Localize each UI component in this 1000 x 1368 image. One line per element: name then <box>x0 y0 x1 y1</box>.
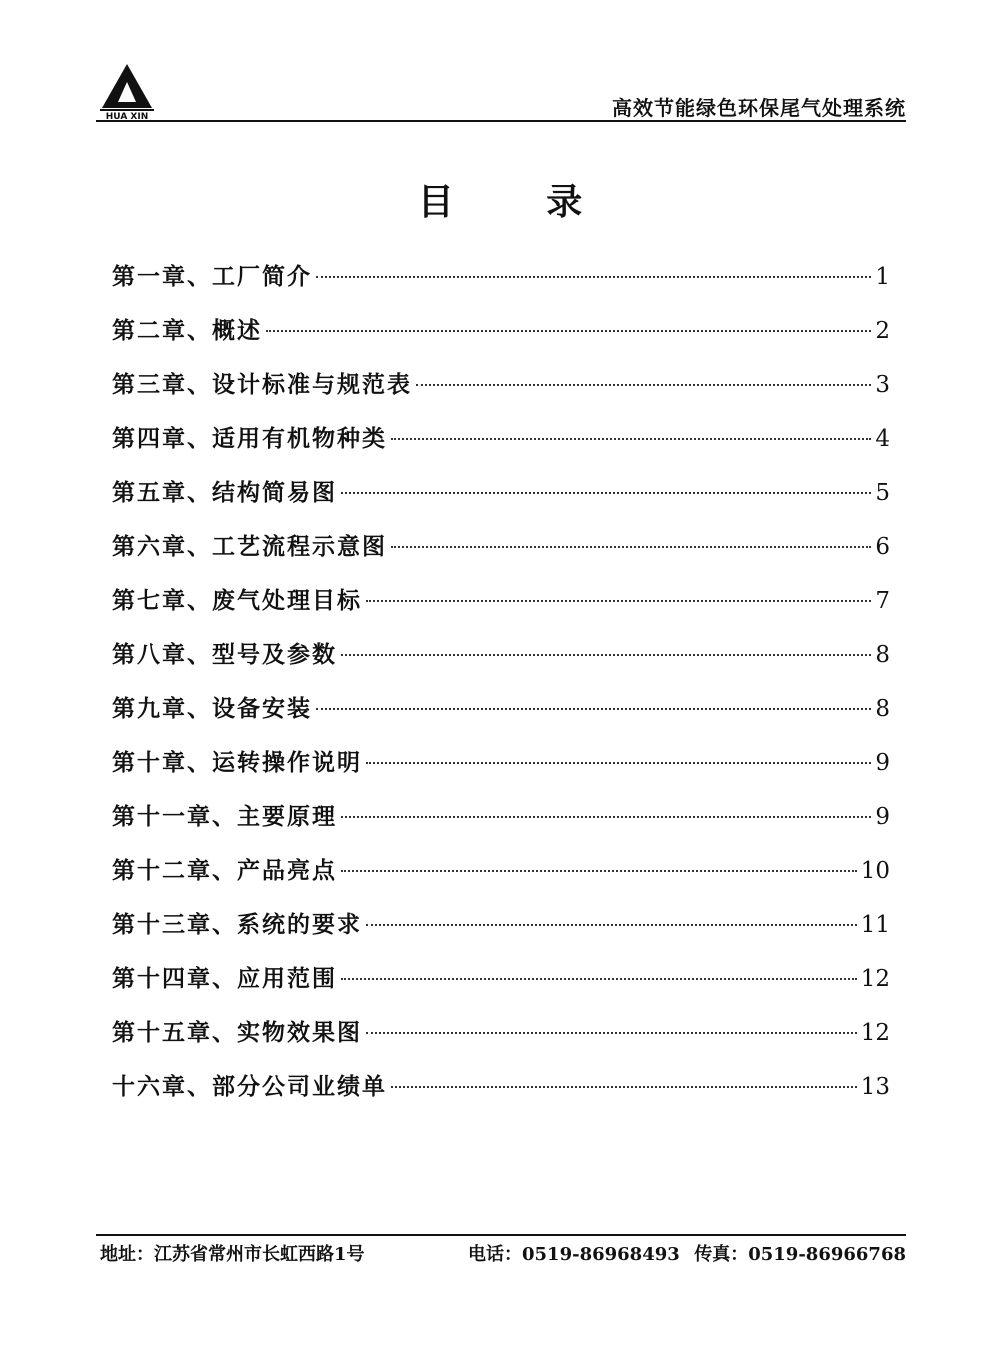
company-logo <box>96 62 158 120</box>
toc-entry[interactable] <box>112 420 890 474</box>
toc-entry-title: 第十二章、产品亮点 <box>112 857 337 884</box>
toc-entry-title: 第四章、适用有机物种类 <box>112 425 387 452</box>
toc-entry-title: 第十一章、主要原理 <box>112 803 337 830</box>
toc-dot-leader <box>341 870 857 872</box>
toc-entry-page: 3 <box>875 372 890 398</box>
page-title: 目 录 <box>417 181 623 223</box>
toc-dot-leader <box>341 978 857 980</box>
toc-entry-title: 第三章、设计标准与规范表 <box>112 371 412 398</box>
toc-entry-title: 第一章、工厂简介 <box>112 263 312 290</box>
toc-entry[interactable] <box>112 636 890 690</box>
toc-dot-leader <box>416 384 871 386</box>
toc-entry-title: 第七章、废气处理目标 <box>112 587 362 614</box>
toc-dot-leader <box>341 816 871 818</box>
toc-entry-page: 12 <box>860 1020 890 1046</box>
toc-entry-page: 11 <box>860 912 890 938</box>
toc-entry-page: 9 <box>875 750 890 776</box>
toc-entry-page: 1 <box>875 264 890 290</box>
toc-dot-leader <box>266 330 871 332</box>
toc-dot-leader <box>366 600 871 602</box>
toc-entry-page: 13 <box>860 1074 890 1100</box>
toc-dot-leader <box>366 924 857 926</box>
toc-entry-page: 4 <box>875 426 890 452</box>
toc-entry[interactable] <box>112 1068 890 1122</box>
toc-entry-page: 8 <box>875 642 890 668</box>
toc-entry-title: 第六章、工艺流程示意图 <box>112 533 387 560</box>
toc-dot-leader <box>341 492 871 494</box>
toc-entry-page: 6 <box>875 534 890 560</box>
toc-entry[interactable] <box>112 474 890 528</box>
header-divider <box>96 120 906 122</box>
toc-entry[interactable] <box>112 744 890 798</box>
toc-entry[interactable] <box>112 582 890 636</box>
toc-dot-leader <box>391 1086 857 1088</box>
toc-dot-leader <box>341 654 871 656</box>
logo-text: HUA XIN <box>105 112 149 120</box>
toc-dot-leader <box>316 708 871 710</box>
toc-entry[interactable] <box>112 1014 890 1068</box>
toc-entry-title: 第十章、运转操作说明 <box>112 749 362 776</box>
toc-dot-leader <box>391 438 871 440</box>
footer-divider <box>96 1234 906 1236</box>
toc-entry-title: 第十三章、系统的要求 <box>112 911 362 938</box>
toc-entry[interactable] <box>112 798 890 852</box>
toc-entry[interactable] <box>112 906 890 960</box>
page-header <box>96 62 906 122</box>
toc-entry[interactable] <box>112 258 890 312</box>
footer-fax: 传真：0519-86966768 <box>694 1244 906 1265</box>
table-of-contents <box>112 258 890 1122</box>
toc-entry[interactable] <box>112 960 890 1014</box>
footer-phone: 电话：0519-86968493 <box>468 1244 680 1265</box>
toc-entry-page: 2 <box>875 318 890 344</box>
toc-dot-leader <box>316 276 871 278</box>
toc-dot-leader <box>366 762 871 764</box>
toc-entry-page: 10 <box>860 858 890 884</box>
triangle-logo-icon <box>96 62 158 120</box>
toc-dot-leader <box>366 1032 857 1034</box>
toc-entry[interactable] <box>112 690 890 744</box>
toc-entry[interactable] <box>112 312 890 366</box>
toc-entry-page: 12 <box>860 966 890 992</box>
toc-entry-title: 第十五章、实物效果图 <box>112 1019 362 1046</box>
header-title: 高效节能绿色环保尾气处理系统 <box>612 96 906 120</box>
toc-entry[interactable] <box>112 366 890 420</box>
toc-entry[interactable] <box>112 528 890 582</box>
toc-entry-title: 第八章、型号及参数 <box>112 641 337 668</box>
toc-entry-title: 第九章、设备安装 <box>112 695 312 722</box>
toc-entry-title: 第十四章、应用范围 <box>112 965 337 992</box>
toc-entry-title: 第二章、概述 <box>112 317 262 344</box>
toc-entry[interactable] <box>112 852 890 906</box>
toc-dot-leader <box>391 546 871 548</box>
toc-entry-page: 9 <box>875 804 890 830</box>
footer-address: 地址：江苏省常州市长虹西路1号 <box>100 1244 365 1265</box>
toc-entry-title: 十六章、部分公司业绩单 <box>112 1073 387 1100</box>
toc-entry-page: 7 <box>875 588 890 614</box>
toc-entry-page: 5 <box>875 480 890 506</box>
toc-entry-title: 第五章、结构简易图 <box>112 479 337 506</box>
toc-entry-page: 8 <box>875 696 890 722</box>
